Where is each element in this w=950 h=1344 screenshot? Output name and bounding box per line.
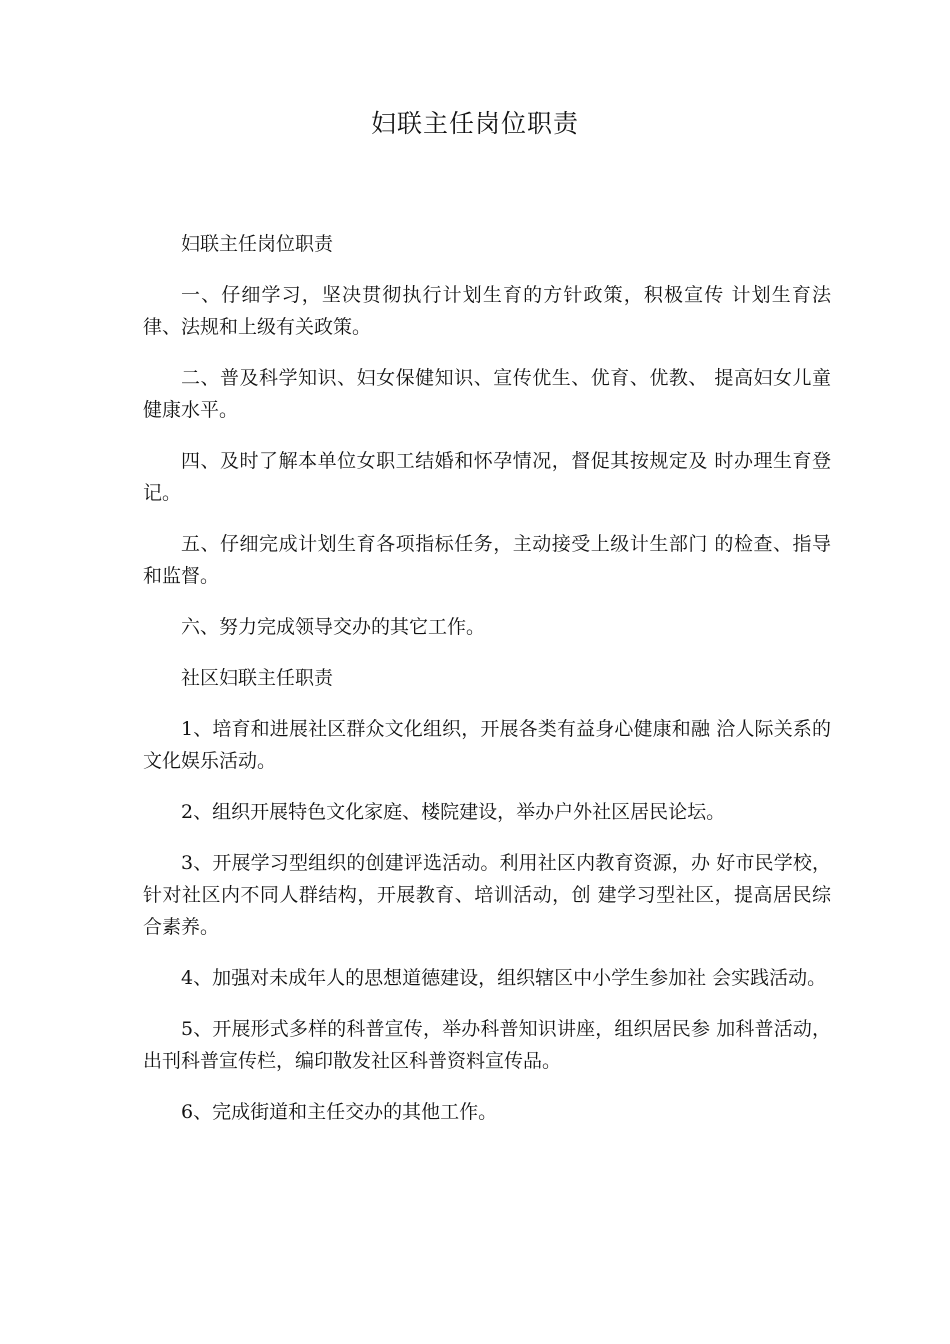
community-item-2: 2、组织开展特色文化家庭、楼院建设，举办户外社区居民论坛。 xyxy=(181,801,726,823)
section-heading-duties: 妇联主任岗位职责 xyxy=(181,233,334,255)
duty-item-5: 五、仔细完成计划生育各项指标任务，主动接受上级计生部门 的检查、指导和监督。 xyxy=(143,533,831,587)
community-item-3: 3、开展学习型组织的创建评选活动。利用社区内教育资源，办 好市民学校，针对社区内不同人群结构，开展教育、培训活动，创 建学习型社区，提高居民综合素养。 xyxy=(143,852,831,938)
duty-item-2: 二、普及科学知识、妇女保健知识、宣传优生、优育、优教、 提高妇女儿童健康水平。 xyxy=(143,367,831,421)
section-heading-community: 社区妇联主任职责 xyxy=(181,667,334,689)
community-item-4: 4、加强对未成年人的思想道德建设，组织辖区中小学生参加社 会实践活动。 xyxy=(181,967,827,989)
community-item-1: 1、培育和进展社区群众文化组织，开展各类有益身心健康和融 洽人际关系的文化娱乐活动。 xyxy=(143,718,831,772)
document-title: 妇联主任岗位职责 xyxy=(370,109,579,138)
duty-item-1: 一、仔细学习，坚决贯彻执行计划生育的方针政策，积极宣传 计划生育法律、法规和上级有关政策。 xyxy=(143,284,831,338)
community-item-6: 6、完成街道和主任交办的其他工作。 xyxy=(181,1101,498,1123)
community-item-5: 5、开展形式多样的科普宣传，举办科普知识讲座，组织居民参 加科普活动，出刊科普宣传栏，编印散发社区科普资料宣传品。 xyxy=(143,1018,831,1072)
document-body xyxy=(143,228,831,1147)
duty-item-6: 六、努力完成领导交办的其它工作。 xyxy=(181,616,486,638)
duty-item-4: 四、及时了解本单位女职工结婚和怀孕情况，督促其按规定及 时办理生育登记。 xyxy=(143,450,831,504)
